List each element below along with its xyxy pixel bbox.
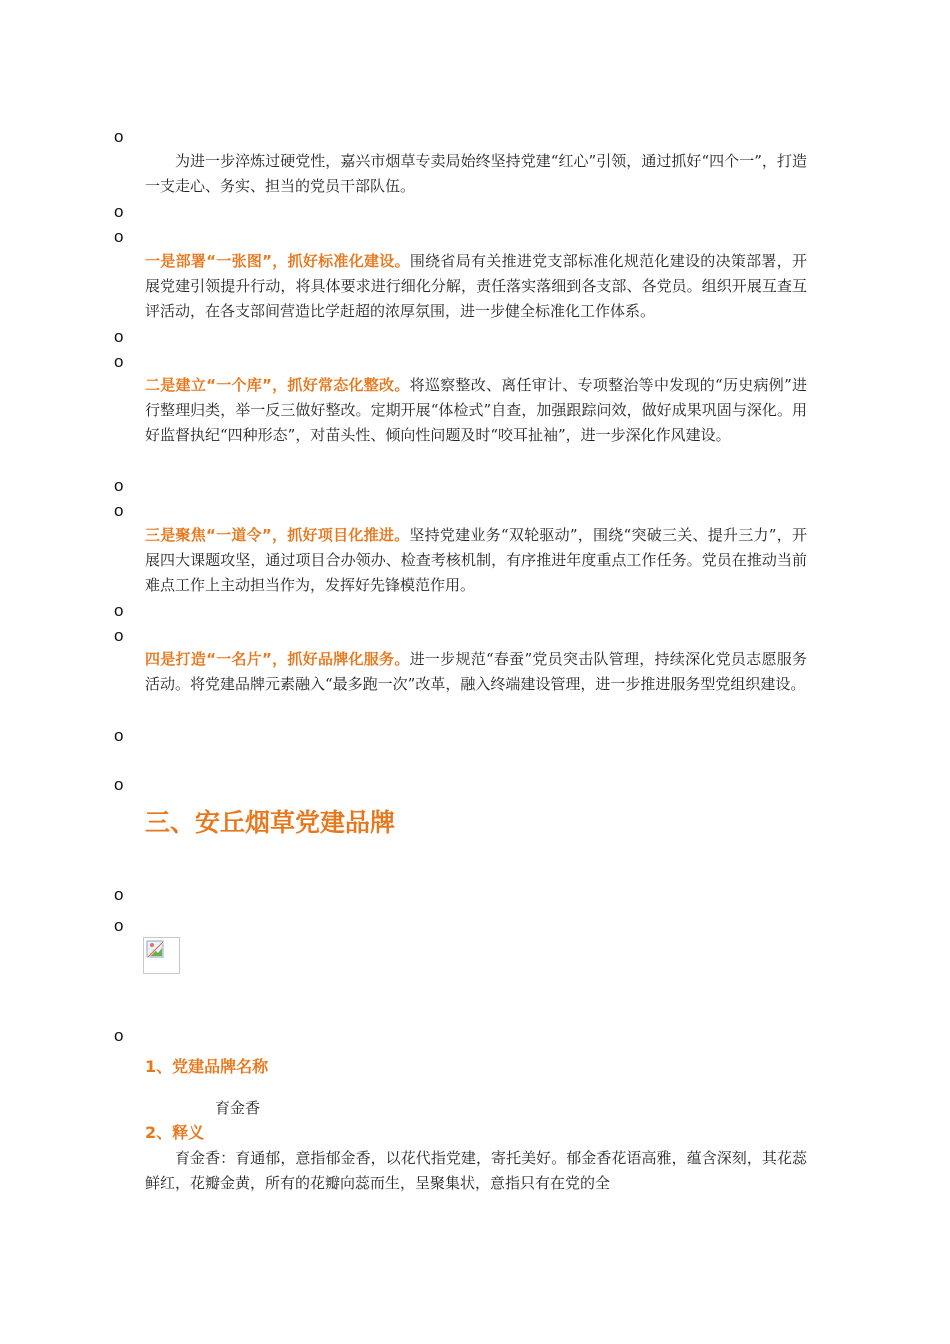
item-paragraph-1	[145, 249, 807, 324]
item-body: 进一步规范“春蚕”党员突击队管理，持续深化党员志愿服务活动。将党建品牌元素融入“最多跑一次”改革，融入终端建设管理，进一步推进服务型党组织建设。	[145, 650, 808, 693]
list-bullet: o	[114, 127, 124, 146]
list-bullet: o	[114, 202, 124, 221]
item-paragraph-3	[145, 523, 807, 598]
list-bullet: o	[114, 726, 124, 745]
broken-image-icon	[143, 937, 180, 974]
list-bullet: o	[114, 601, 124, 620]
list-bullet: o	[114, 327, 124, 346]
brand-name: 育金香	[215, 1099, 261, 1117]
brand-meaning-paragraph: 育金香：育通郁，意指郁金香，以花代指党建，寄托美好。郁金香花语高雅，蕴含深刻，其花蕊鲜红，花瓣金黄，所有的花瓣向蕊而生，呈聚集状，意指只有在党的全	[145, 1149, 807, 1192]
intro-paragraph: 为进一步淬炼过硬党性，嘉兴市烟草专卖局始终坚持党建“红心”引领，通过抓好“四个一”，打造一支走心、务实、担当的党员干部队伍。	[145, 152, 807, 195]
list-bullet: o	[114, 626, 124, 645]
item-lead: 一是部署“一张图”，抓好标准化建设。	[145, 252, 410, 270]
item-body: 围绕省局有关推进党支部标准化规范化建设的决策部署，开展党建引领提升行动，将具体要求进行细化分解，责任落实落细到各支部、各党员。组织开展互查互评活动，在各支部间营造比学赶超的浓厚氛围，进一步健全标准化工作体系。	[145, 252, 807, 320]
brand-meaning-heading: 2、释义	[145, 1123, 205, 1142]
item-paragraph-2	[145, 373, 807, 448]
item-paragraph-4	[145, 647, 807, 697]
section-heading: 三、安丘烟草党建品牌	[145, 808, 396, 837]
item-lead: 三是聚焦“一道令”，抓好项目化推进。	[145, 526, 410, 544]
list-bullet: o	[114, 352, 124, 371]
item-lead: 四是打造“一名片”，抓好品牌化服务。	[145, 650, 410, 668]
list-bullet: o	[114, 1026, 124, 1045]
list-bullet: o	[114, 885, 124, 904]
list-bullet: o	[114, 916, 124, 935]
list-bullet: o	[114, 775, 124, 794]
list-bullet: o	[114, 476, 124, 495]
item-body: 将巡察整改、离任审计、专项整治等中发现的“历史病例”进行整理归类，举一反三做好整改。定期开展“体检式”自查，加强跟踪问效，做好成果巩固与深化。用好监督执纪“四种形态”，对苗头性、倾向性问题及时“咬耳扯袖”，进一步深化作风建设。	[145, 376, 808, 444]
item-lead: 二是建立“一个库”，抓好常态化整改。	[145, 376, 410, 394]
item-body: 坚持党建业务“双轮驱动”，围绕“突破三关、提升三力”，开展四大课题攻坚，通过项目合办领办、检查考核机制，有序推进年度重点工作任务。党员在推动当前难点工作上主动担当作为，发挥好先锋模范作用。	[145, 526, 807, 594]
list-bullet: o	[114, 227, 124, 246]
brand-name-heading: 1、党建品牌名称	[145, 1057, 269, 1076]
list-bullet: o	[114, 501, 124, 520]
